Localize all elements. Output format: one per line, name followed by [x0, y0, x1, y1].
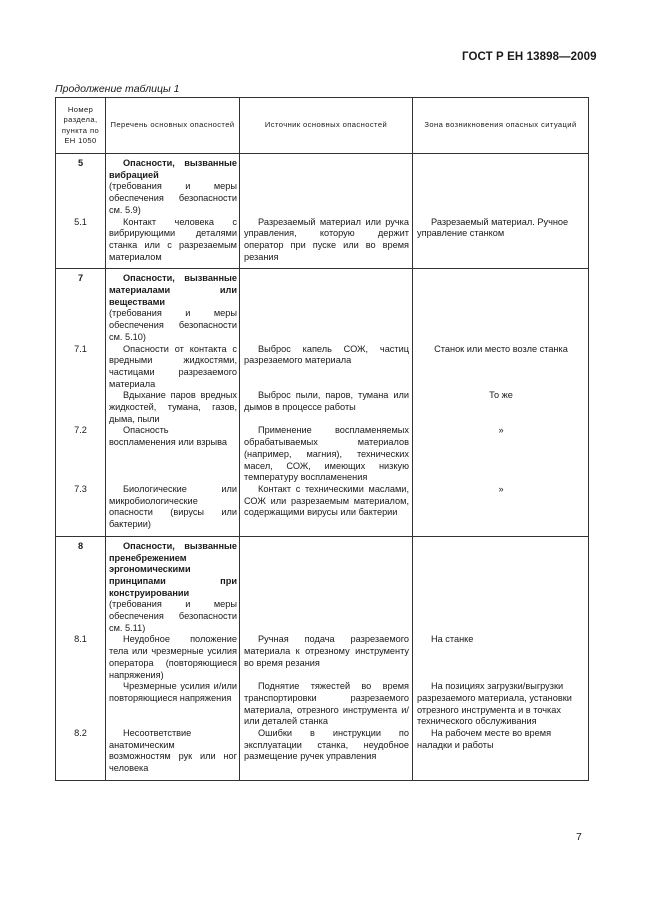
row-number: 8.2: [56, 728, 106, 780]
zone-text: »: [413, 425, 589, 484]
table-row: [56, 425, 589, 484]
column-header-hazard-source: Источник основных опасностей: [240, 98, 413, 154]
zone-text: То же: [413, 390, 589, 425]
source-text: Выброс капель СОЖ, частиц разрезаемого материала: [240, 344, 413, 391]
section-title-row: [56, 536, 589, 634]
section-title: Опасности, вызванные пренебрежением эргономическими принципами при конструировании: [109, 540, 237, 598]
source-text: Применение воспламеняемых обрабатываемых материалов (например, магния), технических масел, СОЖ, имеющих низкую температуру воспламенения: [240, 425, 413, 484]
row-number: 7.2: [56, 425, 106, 484]
source-text: Разрезаемый материал или ручка управления, которую держит оператор при пуске или во время резания: [240, 217, 413, 269]
table-row: [56, 344, 589, 391]
zone-text: Разрезаемый материал. Ручное управление станком: [413, 217, 589, 269]
table-caption: Продолжение таблицы 1: [55, 83, 180, 95]
table-row: [56, 681, 589, 728]
hazard-text: Опасности от контакта с вредными жидкостями, частицами разрезаемого материала: [106, 344, 240, 391]
section-title-row: [56, 269, 589, 344]
row-number: [56, 390, 106, 425]
section-requirements: (требования и меры обеспечения безопасности см. 5.11): [109, 599, 237, 633]
hazard-text: Неудобное положение тела или чрезмерные усилия оператора (повторяющиеся напряжения): [106, 634, 240, 681]
page-number: 7: [576, 831, 582, 843]
source-text: Ручная подача разрезаемого материала к отрезному инструменту во время резания: [240, 634, 413, 681]
column-header-hazard-zone: Зона возникновения опасных ситуаций: [413, 98, 589, 154]
hazard-text: Биологические или микробиологические опасности (вирусы или бактерии): [106, 484, 240, 536]
table-row: [56, 390, 589, 425]
section-requirements: (требования и меры обеспечения безопасности см. 5.10): [109, 308, 237, 342]
zone-text: »: [413, 484, 589, 536]
hazard-text: Опасность воспламенения или взрыва: [106, 425, 240, 484]
table-row: [56, 728, 589, 780]
hazard-text: Несоответствие анатомическим возможностям рук или ног человека: [106, 728, 240, 780]
hazard-text: Контакт человека с вибрирующими деталями станка или с разрезаемым материалом: [106, 217, 240, 269]
section-number: 5: [56, 154, 106, 217]
row-number: 7.3: [56, 484, 106, 536]
standard-code: ГОСТ Р ЕН 13898—2009: [462, 51, 597, 63]
source-text: Контакт с техническими маслами, СОЖ или разрезаемым материалом, содержащими вирусы или бактерии: [240, 484, 413, 536]
section-number: 7: [56, 269, 106, 344]
source-text: Выброс пыли, паров, тумана или дымов в процессе работы: [240, 390, 413, 425]
zone-text: Станок или место возле станка: [413, 344, 589, 391]
table-header-row: [56, 98, 589, 154]
table-row: [56, 634, 589, 681]
section-title: Опасности, вызванные материалами или веществами: [109, 273, 237, 307]
section-title-row: [56, 154, 589, 217]
section-number: 8: [56, 536, 106, 634]
table-row: [56, 217, 589, 269]
source-text: Поднятие тяжестей во время транспортировки разрезаемого материала, отрезного инструмента и/или деталей станка: [240, 681, 413, 728]
column-header-hazard-list: Перечень основных опасностей: [106, 98, 240, 154]
hazards-table: [55, 97, 589, 781]
column-header-section-number: Номер раздела, пункта по ЕН 1050: [56, 98, 106, 154]
row-number: [56, 681, 106, 728]
source-text: Ошибки в инструкции по эксплуатации станка, неудобное размещение ручек управления: [240, 728, 413, 780]
row-number: 5.1: [56, 217, 106, 269]
row-number: 8.1: [56, 634, 106, 681]
section-requirements: (требования и меры обеспечения безопасности см. 5.9): [109, 181, 237, 215]
hazard-text: Чрезмерные усилия и/или повторяющиеся напряжения: [106, 681, 240, 728]
row-number: 7.1: [56, 344, 106, 391]
hazard-text: Вдыхание паров вредных жидкостей, тумана, газов, дыма, пыли: [106, 390, 240, 425]
zone-text: На станке: [413, 634, 589, 681]
zone-text: На рабочем месте во время наладки и работы: [413, 728, 589, 780]
zone-text: На позициях загрузки/выгрузки разрезаемого материала, установки отрезного инструмента и в точках технического обслуживания: [413, 681, 589, 728]
section-title: Опасности, вызванные вибрацией: [109, 158, 237, 180]
table-row: [56, 484, 589, 536]
